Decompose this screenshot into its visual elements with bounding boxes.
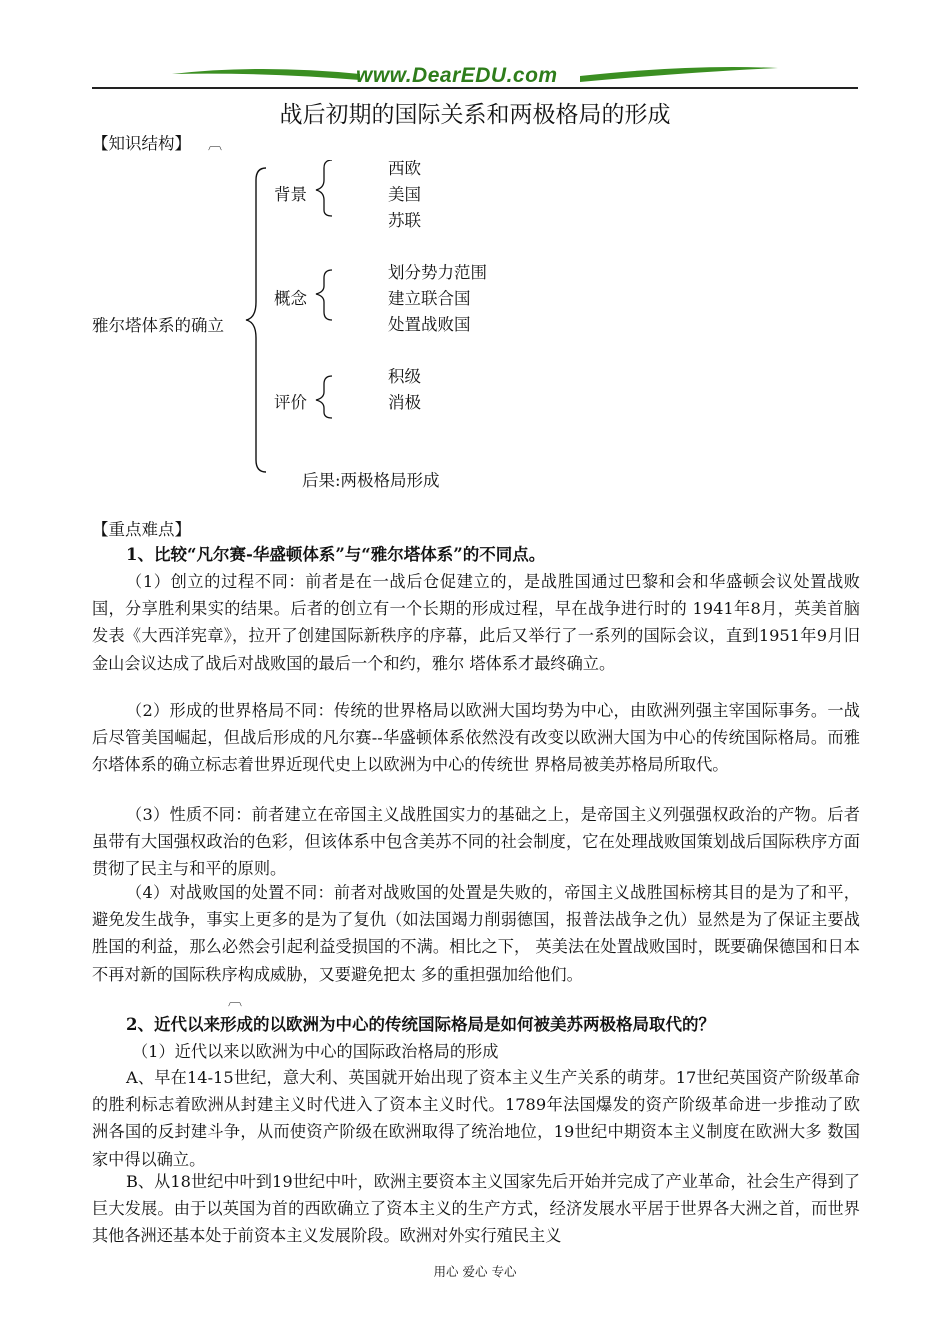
q2-paragraph: B、从18世纪中叶到19世纪中叶，欧洲主要资本主义国家先后开始并完成了产业革命，社会生产得到了巨大发展。由于以英国为首的西欧确立了资本主义的生产方式，经济发展水平居于世界各大洲之首，而世界其他各洲还基本处于前资本主义发展阶段。欧洲对外实行殖民主义 xyxy=(92,1172,860,1246)
q1-paragraph: （1）创立的过程不同：前者是在一战后仓促建立的，是战胜国通过巴黎和会和华盛顿会议处置战败国，分享胜利果实的结果。后者的创立有一个长期的形成过程，早在战争进行时的 1941年8月，英美首脑发表《大西洋宪章》，拉开了创建国际新秩序的序幕，此后又举行了一系列的国际会议，直到1951年9月旧金山会议达成了战后对战败国的最后一个和约，雅尔 塔体系才最终确立。 xyxy=(92,572,860,673)
tree-braces xyxy=(236,160,346,480)
question-1-title: 1、比较“凡尔赛-华盛顿体系”与“雅尔塔体系”的不同点。 xyxy=(126,545,546,564)
page-footer: 用心 爱心 专心 xyxy=(433,1264,517,1279)
branch-item: 积级 xyxy=(388,367,421,386)
header-rule xyxy=(92,87,858,89)
edit-mark-icon: ︹ xyxy=(228,993,242,1009)
branch-item: 消极 xyxy=(388,393,421,412)
branch-item: 处置战败国 xyxy=(388,315,471,334)
header-logo[interactable]: www.DearEDU.com xyxy=(356,64,558,87)
question-2-title: 2、近代以来形成的以欧洲为中心的传统国际格局是如何被美苏两极格局取代的？ xyxy=(126,1015,715,1034)
branch-item: 美国 xyxy=(388,185,421,204)
tree-root: 雅尔塔体系的确立 xyxy=(92,316,224,335)
key-points-label: 【重点难点】 xyxy=(92,520,191,539)
q1-paragraph: （3）性质不同：前者建立在帝国主义战胜国实力的基础之上，是帝国主义列强强权政治的产物。后者虽带有大国强权政治的色彩，但该体系中包含美苏不同的社会制度，它在处理战败国策划战后国际秩序方面贯彻了民主与和平的原则。 xyxy=(92,805,860,879)
q2-paragraph: A、早在14-15世纪，意大利、英国就开始出现了资本主义生产关系的萌芽。17世纪英国资产阶级革命的胜利标志着欧洲从封建主义时代进入了资本主义时代。1789年法国爆发的资产阶级革命进一步推动了欧洲各国的反封建斗争，从而使资产阶级在欧洲取得了统治地位，19世纪中期资本主义制度在欧洲大多 数国家中得以确立。 xyxy=(92,1068,860,1169)
page-title: 战后初期的国际关系和两极格局的形成 xyxy=(279,102,671,128)
branch-label: 概念 xyxy=(274,289,307,308)
q1-paragraph: （4）对战败国的处置不同：前者对战败国的处置是失败的，帝国主义战胜国标榜其目的是为了和平，避免发生战争，事实上更多的是为了复仇（如法国竭力削弱德国，报普法战争之仇）显然是为了保证主要战胜国的利益，那么必然会引起利益受损国的不满。相比之下， 英美法在处置战败国时，既要确保德国和日本不再对新的国际秩序构成威胁，又要避免把太 多的重担强加给他们。 xyxy=(92,883,860,984)
edit-mark-icon: ︹ xyxy=(208,137,222,153)
tree-result: 后果:两极格局形成 xyxy=(302,471,440,490)
branch-label: 评价 xyxy=(274,393,307,412)
branch-item: 建立联合国 xyxy=(388,289,471,308)
branch-item: 苏联 xyxy=(388,211,421,230)
structure-label: 【知识结构】 xyxy=(92,134,191,153)
branch-label: 背景 xyxy=(274,185,307,204)
q2-subheading: （1）近代以来以欧洲为中心的国际政治格局的形成 xyxy=(132,1042,499,1061)
branch-item: 西欧 xyxy=(388,159,421,178)
branch-item: 划分势力范围 xyxy=(388,263,487,282)
q1-paragraph: （2）形成的世界格局不同：传统的世界格局以欧洲大国均势为中心，由欧洲列强主宰国际事务。一战后尽管美国崛起，但战后形成的凡尔赛--华盛顿体系依然没有改变以欧洲大国为中心的传统国际格局。而雅尔塔体系的确立标志着世界近现代史上以欧洲为中心的传统世 界格局被美苏格局所取代。 xyxy=(92,701,860,775)
